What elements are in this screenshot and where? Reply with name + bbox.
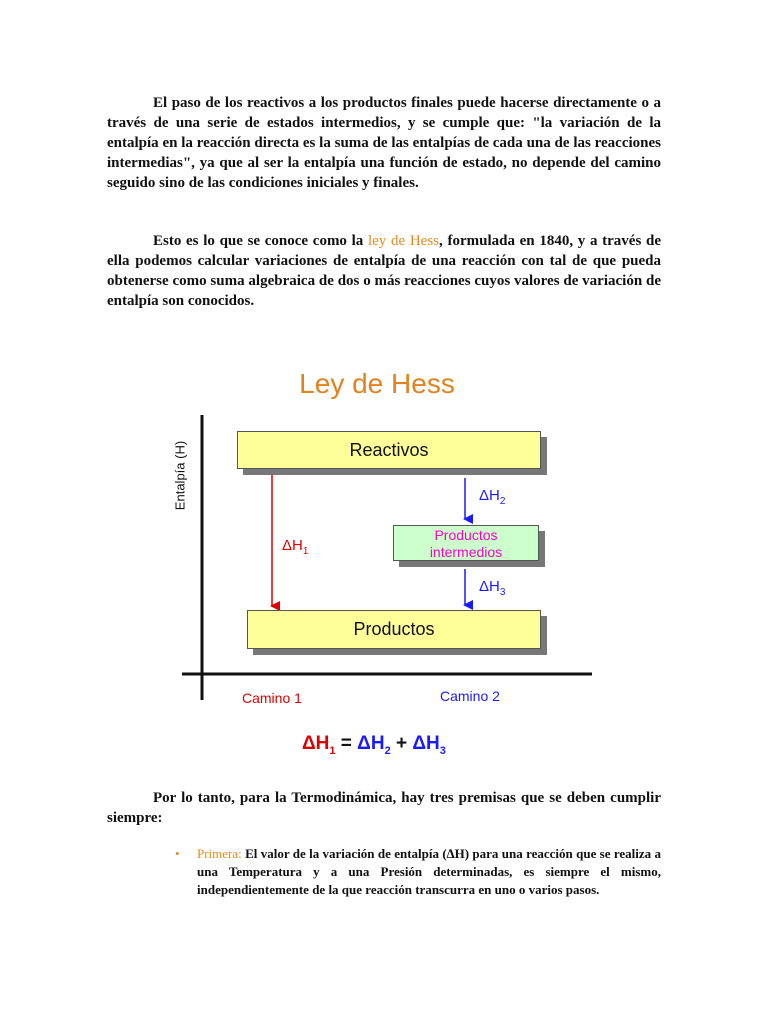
- bullet-text: El valor de la variación de entalpía (∆H) para una reacción que se realiza a una Temperatura y a una Presión determinadas, es siempre el mismo, independientemente de la que reacción transcurra en uno o varios pasos.: [197, 846, 661, 897]
- box-intermedios-line1: Productos: [434, 527, 498, 543]
- label-dh3: [479, 578, 505, 598]
- list-item: [197, 845, 661, 899]
- label-camino-2: Camino 2: [440, 688, 500, 704]
- y-axis-label: Entalpía (H): [172, 440, 188, 511]
- formula-term2-sub: 3: [439, 744, 446, 757]
- box-productos-intermedios: [393, 525, 539, 561]
- box-reactivos: Reactivos: [237, 431, 541, 469]
- label-dh2: [479, 487, 505, 507]
- box-intermedios-line2: intermedios: [429, 544, 503, 560]
- hess-law-link[interactable]: ley de Hess: [367, 233, 440, 249]
- formula-lhs: ΔH: [302, 733, 330, 754]
- paragraph-hess-before: Esto es lo que se conoce como la: [153, 233, 368, 249]
- dh1-subscript: 1: [302, 546, 309, 557]
- paragraph-premisas: [107, 788, 661, 828]
- dh3-subscript: 3: [499, 587, 506, 598]
- dh2-symbol: ΔH: [479, 487, 500, 504]
- dh1-symbol: ΔH: [282, 537, 303, 554]
- paragraph-intro: [107, 93, 661, 193]
- bullet-label: Primera:: [197, 846, 242, 861]
- bullet-icon: •: [175, 846, 180, 861]
- formula-equals: =: [335, 733, 358, 754]
- label-camino-1: Camino 1: [242, 690, 302, 706]
- paragraph-premisas-text: Por lo tanto, para la Termodinámica, hay tres premisas que se deben cumplir siempre:: [107, 790, 661, 826]
- box-productos: Productos: [247, 610, 541, 649]
- paragraph-hess: [107, 231, 661, 311]
- dh3-symbol: ΔH: [479, 578, 500, 595]
- formula-plus: +: [390, 733, 413, 754]
- formula-term1: ΔH: [357, 733, 385, 754]
- paragraph-hess-after: , formulada en 1840, y a través de ella podemos calcular variaciones de entalpía de una reacción con tal de que pueda obtenerse como suma algebraica de dos o más reacciones cuyos valores de variación de entalpía son conocidos.: [107, 233, 661, 309]
- formula-term2: ΔH: [412, 733, 440, 754]
- label-dh1: [282, 537, 308, 557]
- hess-formula: [302, 733, 446, 757]
- paragraph-intro-text: El paso de los reactivos a los productos finales puede hacerse directamente o a través de una serie de estados intermedios, y se cumple que: "la variación de la entalpía en la reacción directa es la suma de las entalpías de cada una de las reacciones intermedias", ya que al ser la entalpía una función de estado, no depende del camino seguido sino de las condiciones iniciales y finales.: [107, 95, 661, 191]
- formula-term1-sub: 2: [384, 744, 391, 757]
- dh2-subscript: 2: [499, 496, 506, 507]
- diagram-title: Ley de Hess: [299, 368, 455, 399]
- formula-lhs-sub: 1: [329, 744, 336, 757]
